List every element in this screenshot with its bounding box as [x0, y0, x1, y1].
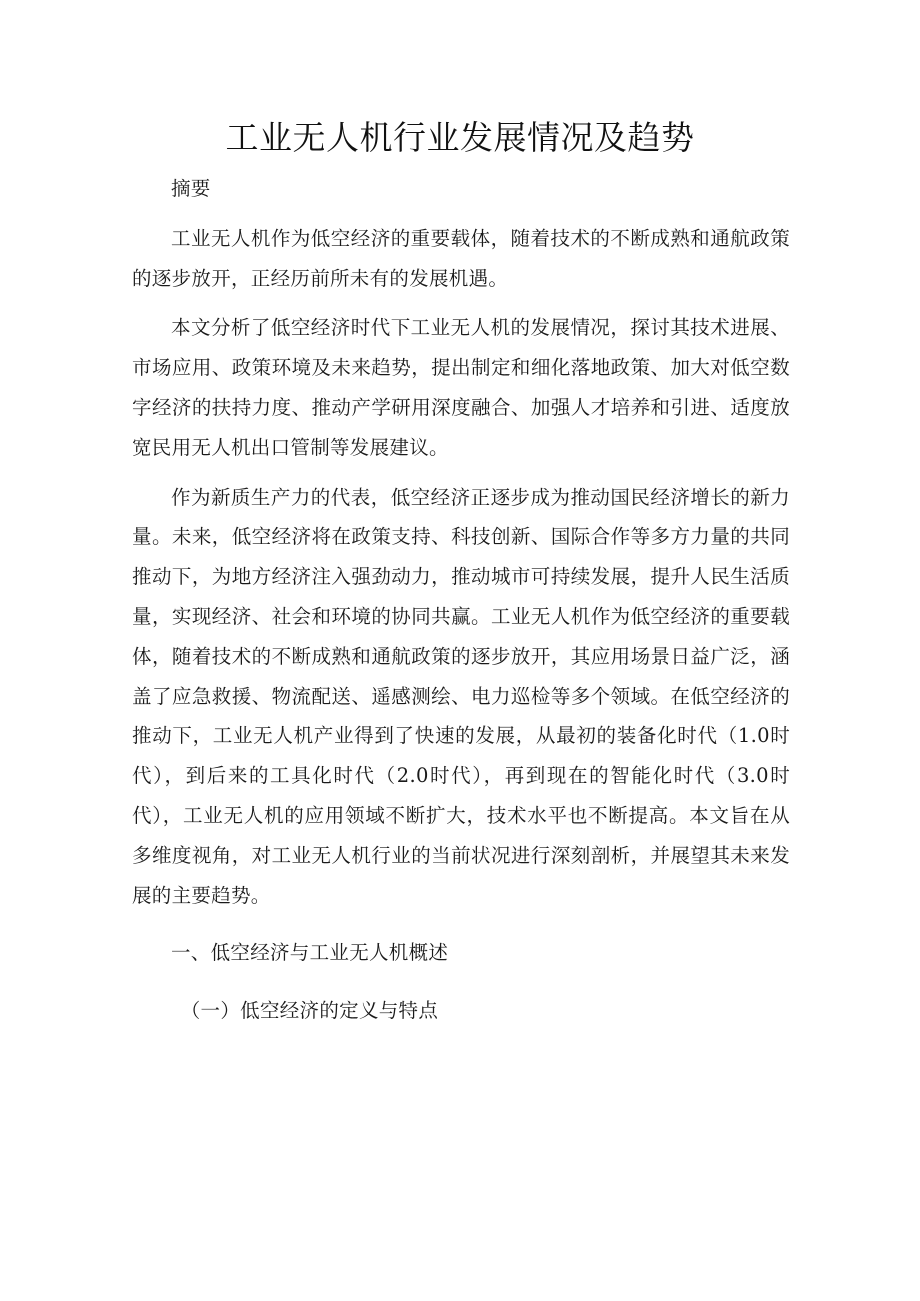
abstract-paragraph-3: 作为新质生产力的代表，低空经济正逐步成为推动国民经济增长的新力量。未来，低空经济将在政策支持、科技创新、国际合作等多方力量的共同推动下，为地方经济注入强劲动力，推动城市可持续发展，提升人民生活质量，实现经济、社会和环境的协同共赢。工业无人机作为低空经济的重要载体，随着技术的不断成熟和通航政策的逐步放开，其应用场景日益广泛，涵盖了应急救援、物流配送、遥感测绘、电力巡检等多个领域。在低空经济的推动下，工业无人机产业得到了快速的发展，从最初的装备化时代（1.0时代），到后来的工具化时代（2.0时代），再到现在的智能化时代（3.0时代），工业无人机的应用领域不断扩大，技术水平也不断提高。本文旨在从多维度视角，对工业无人机行业的当前状况进行深刻剖析，并展望其未来发展的主要趋势。	[132, 485, 790, 907]
abstract-paragraph-2: 本文分析了低空经济时代下工业无人机的发展情况，探讨其技术进展、市场应用、政策环境及未来趋势，提出制定和细化落地政策、加大对低空数字经济的扶持力度、推动产学研用深度融合、加强人才培养和引进、适度放宽民用无人机出口管制等发展建议。	[132, 316, 790, 459]
document-body	[132, 169, 790, 1031]
subsection-heading: （一）低空经济的定义与特点	[180, 999, 439, 1023]
abstract-paragraph-1: 工业无人机作为低空经济的重要载体，随着技术的不断成熟和通航政策的逐步放开，正经历前所未有的发展机遇。	[132, 226, 790, 290]
section-heading: 一、低空经济与工业无人机概述	[171, 941, 449, 965]
document-title: 工业无人机行业发展情况及趋势	[225, 118, 695, 157]
abstract-heading: 摘要	[171, 177, 211, 200]
